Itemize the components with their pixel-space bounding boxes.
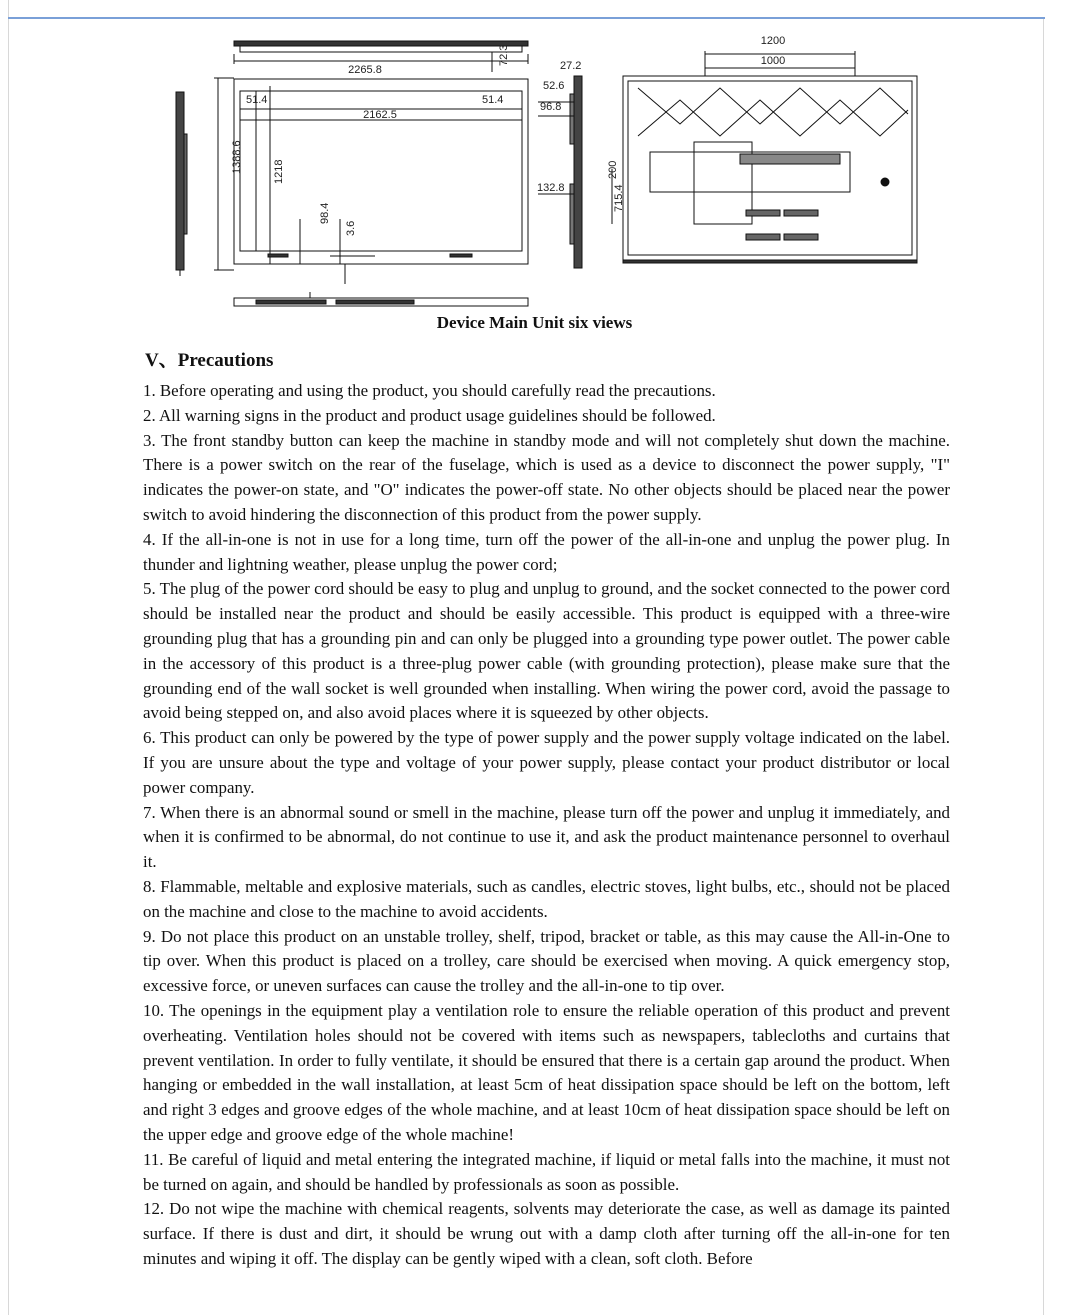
dim-side-c: 132.8 (537, 182, 565, 194)
dim-rear-v1: 200 (607, 160, 619, 179)
precaution-item: 7. When there is an abnormal sound or smell in the machine, please turn off the power and unplug it immediately, and when it is confirmed to be abnormal, do not continue to use it, and ask the product maintenance personnel to overhaul it. (143, 802, 950, 872)
page-border-left (8, 0, 9, 1315)
dim-front-margin-right: 51.4 (482, 94, 504, 106)
precaution-item: 12. Do not wipe the machine with chemical reagents, solvents may deteriorate the case, as well as damage its painted surface. If there is dust and dirt, it should be wrung out with a damp cloth after turning off the all-in-one for ten minutes and wiping it off. The display can be gently wiped with a clean, soft cloth. Before (143, 1199, 950, 1268)
precautions-list (143, 379, 950, 1272)
header-rule (8, 17, 1045, 19)
precaution-item: 8. Flammable, meltable and explosive materials, such as candles, electric stoves, light bulbs, etc., should not be placed on the machine and close to the machine to avoid accidents. (143, 876, 950, 921)
dim-front-height: 1388.6 (231, 140, 243, 174)
dim-top-width: 2265.8 (348, 64, 382, 76)
dim-side-a: 52.6 (543, 80, 565, 92)
dim-front-bottom: 98.4 (319, 202, 331, 224)
precaution-item: 1. Before operating and using the product, you should carefully read the precautions. (143, 381, 716, 400)
device-six-views-figure (160, 24, 940, 314)
bottom-view (234, 292, 528, 306)
page-border-right (1043, 18, 1044, 1315)
precaution-item: 6. This product can only be powered by the type of power supply and the power supply voltage indicated on the label. If you are unsure about the type and voltage of your power supply, please contact your product distributor or local power company. (143, 728, 950, 797)
precaution-item: 3. The front standby button can keep the machine in standby mode and will not completely shut down the machine. There is a power switch on the rear of the fuselage, which is used as a device to disconnect the power supply, "I" indicates the power-on state, and "O" indicates the power-off state. No other objects should be placed near the power switch to avoid hindering the disconnection of this product from the power supply. (143, 430, 950, 524)
dim-front-margin-left: 51.4 (246, 94, 268, 106)
left-side-view (176, 92, 187, 276)
rear-view (612, 51, 917, 263)
dim-side-b: 96.8 (540, 101, 562, 113)
dim-side-top: 27.2 (560, 60, 582, 72)
precaution-item: 5. The plug of the power cord should be easy to plug and unplug to ground, and the socket connected to the power cord should be installed near the product and should be easily accessible. This product is equipped with a three-wire grounding plug that has a grounding pin and can only be plugged into a grounding type power outlet. The power cable in the accessory of this product is a three-plug power cable (with grounding protection), please make sure that the grounding end of the wall socket is well grounded when installing. When wiring the power cord, avoid the passage to avoid being stepped on, and also avoid places where it is squeezed by other objects. (143, 579, 950, 723)
precaution-item: 2. All warning signs in the product and product usage guidelines should be followed. (143, 405, 716, 425)
dim-rear-width-inner: 1000 (760, 55, 786, 67)
dim-rear-width-outer: 1200 (760, 35, 786, 47)
technical-drawing (160, 24, 940, 314)
figure-caption: Device Main Unit six views (436, 313, 633, 332)
precaution-item: 11. Be careful of liquid and metal entering the integrated machine, if liquid or metal falls into the machine, it must not be turned on again, and should be handled by professionals as soon as possible. (143, 1149, 950, 1194)
dim-front-inner-height: 1218 (273, 159, 285, 184)
dim-front-stand: 3.6 (345, 220, 357, 236)
precaution-item: 9. Do not place this product on an unstable trolley, shelf, tripod, bracket or table, as this may cause the All-in-One to tip over. When this product is placed on a trolley, care should be exercised when moving. A quick emergency stop, excessive force, or uneven surfaces can cause the trolley and the all-in-one to tip over. (143, 926, 950, 996)
precaution-item: 4. If the all-in-one is not in use for a long time, turn off the power of the all-in-one and unplug the power plug. In thunder and lightning weather, please unplug the power cord; (143, 529, 950, 574)
dim-front-inner-width: 2162.5 (363, 109, 397, 121)
precaution-item: 10. The openings in the equipment play a ventilation role to ensure the reliable operation of this product and prevent overheating. Ventilation holes should not be covered with items such as newspapers, tablecloths and curtains that prevent ventilation. In order to fully ventilate, it should be ensured that there is a certain gap around the product. When hanging or embedded in the wall installation, at least 5cm of heat dissipation space should be left on the bottom, left and right 3 edges and groove edges of the whole machine, and at least 10cm of heat dissipation space should be left on the upper edge and groove edge of the whole machine! (143, 1000, 950, 1144)
section-title: V、Precautions (145, 350, 274, 371)
dim-top-depth: 72.3 (498, 44, 510, 66)
dim-rear-v2: 715.4 (613, 184, 625, 212)
